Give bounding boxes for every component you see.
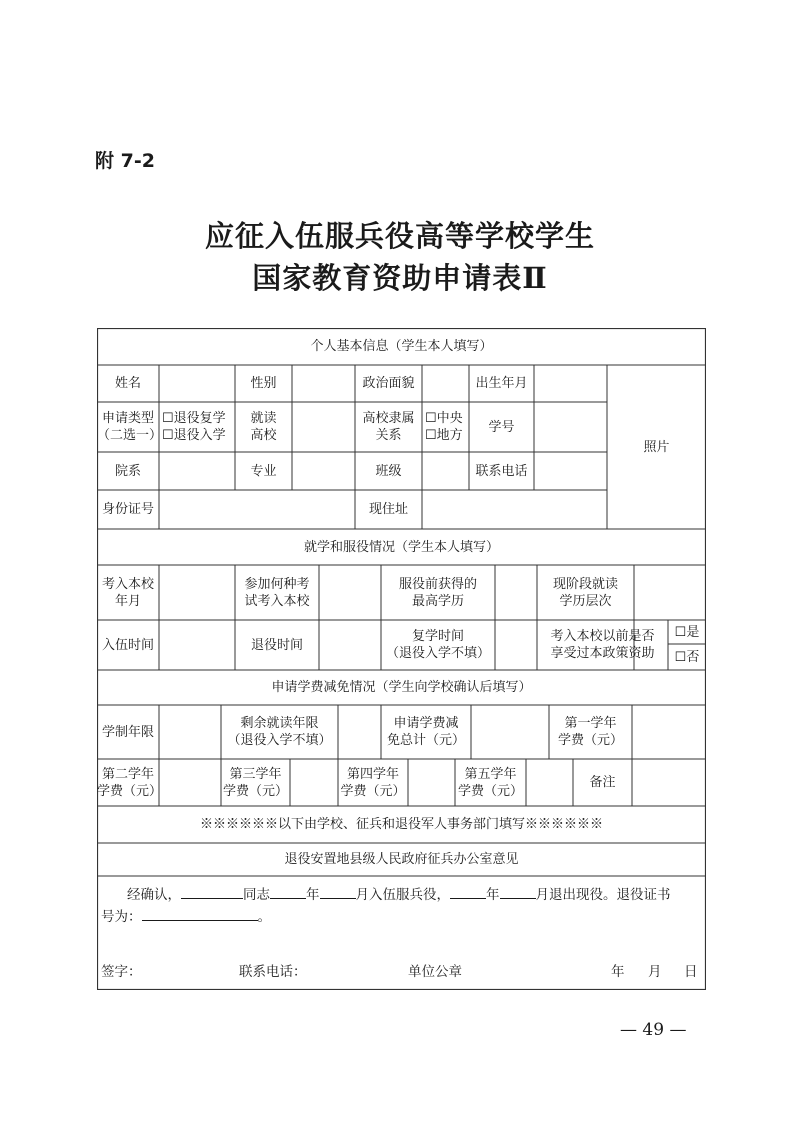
label-year4-fee: 第四学年 学费（元） (340, 766, 406, 799)
field-gender[interactable] (292, 365, 355, 402)
label-prior-policy: 考入本校以前是否 享受过本政策资助 (550, 629, 655, 661)
field-retire-date[interactable] (319, 620, 381, 670)
label-major: 专业 (250, 463, 277, 479)
photo-box: 照片 (643, 439, 670, 455)
label-program-years: 学制年限 (101, 724, 154, 740)
section-basic-info: 个人基本信息（学生本人填写） (310, 339, 493, 354)
confirm-text-7: 号为： (101, 909, 142, 925)
label-id-number: 身份证号 (101, 502, 154, 517)
field-student-no[interactable] (534, 402, 607, 452)
field-remaining-years[interactable] (338, 705, 381, 759)
form-title-line1: 应征入伍服兵役高等学校学生 (204, 219, 595, 253)
field-id-number[interactable] (159, 490, 355, 529)
field-current-level[interactable] (634, 565, 706, 620)
field-year2-fee[interactable] (159, 759, 221, 806)
blank-enlist-month[interactable] (320, 885, 356, 899)
section-tuition: 申请学费减免情况（学生向学校确认后填写） (271, 680, 532, 695)
label-affiliation: 高校隶属 关系 (362, 411, 415, 443)
field-school[interactable] (292, 402, 355, 452)
label-political-status: 政治面貌 (362, 376, 415, 391)
affiliation-options (422, 402, 469, 452)
field-remarks[interactable] (632, 759, 706, 806)
confirm-text-3: 年 (306, 887, 320, 903)
apply-type-options (159, 402, 235, 452)
unit-seal-label: 单位公章 (408, 964, 462, 980)
label-year2-fee: 第二学年 学费（元） (97, 766, 163, 799)
confirm-text-5: 年 (486, 887, 500, 903)
field-total-reduction[interactable] (471, 705, 549, 759)
field-major[interactable] (292, 452, 355, 490)
field-admission-date[interactable] (159, 565, 235, 620)
label-class: 班级 (375, 463, 402, 479)
field-pre-service-degree[interactable] (495, 565, 537, 620)
field-department[interactable] (159, 452, 235, 490)
label-year3-fee: 第三学年 学费（元） (222, 766, 288, 799)
label-school: 就读 高校 (250, 411, 277, 443)
field-resume-date[interactable] (495, 620, 537, 670)
label-address: 现住址 (368, 502, 408, 517)
label-birth-date: 出生年月 (475, 376, 528, 391)
section-office-opinion: 退役安置地县级人民政府征兵办公室意见 (284, 852, 519, 867)
label-total-reduction: 申请学费减 免总计（元） (386, 716, 465, 748)
field-exam-type[interactable] (319, 565, 381, 620)
form-title-line2: 国家教育资助申请表Ⅱ (252, 261, 548, 295)
blank-enlist-year[interactable] (270, 885, 306, 899)
label-year5-fee: 第五学年 学费（元） (457, 766, 523, 799)
checkbox-local[interactable]: ☐地方 (425, 428, 463, 443)
label-phone: 联系电话 (475, 463, 528, 479)
blank-name[interactable] (181, 885, 243, 899)
label-year1-fee: 第一学年 学费（元） (557, 716, 623, 748)
blank-certificate-no[interactable] (142, 907, 258, 921)
label-exam-type: 参加何种考 试考入本校 (244, 576, 310, 609)
contact-phone-label: 联系电话： (239, 964, 307, 980)
label-retire-date: 退役时间 (250, 637, 303, 653)
field-class[interactable] (422, 452, 469, 490)
signature-label: 签字： (101, 964, 142, 980)
checkbox-resume-study[interactable]: ☐退役复学 (162, 411, 226, 426)
page-number: — 49 — (620, 1020, 687, 1040)
label-name: 姓名 (114, 376, 141, 391)
field-political-status[interactable] (422, 365, 469, 402)
field-birth-date[interactable] (534, 365, 607, 402)
blank-retire-year[interactable] (450, 885, 486, 899)
official-use-notice: ※※※※※※以下由学校、征兵和退役军人事务部门填写※※※※※※ (199, 817, 603, 832)
label-remarks: 备注 (589, 775, 616, 790)
confirmation-paragraph (97, 876, 706, 928)
label-gender: 性别 (250, 376, 277, 391)
confirm-text-4: 月入伍服兵役， (355, 887, 450, 903)
field-year5-fee[interactable] (526, 759, 573, 806)
checkbox-enroll-study[interactable]: ☐退役入学 (162, 428, 226, 443)
attachment-label: 附 7-2 (95, 150, 155, 172)
field-program-years[interactable] (159, 705, 221, 759)
label-department: 院系 (114, 463, 141, 479)
label-admission-date: 考入本校 年月 (101, 576, 154, 609)
checkbox-yes[interactable]: ☐是 (674, 624, 700, 640)
label-enlist-date: 入伍时间 (101, 637, 154, 653)
label-pre-service-degree: 服役前获得的 最高学历 (398, 576, 477, 609)
confirm-text-8: 。 (257, 909, 271, 925)
field-name[interactable] (159, 365, 235, 402)
confirm-text-1: 经确认， (127, 887, 181, 903)
checkbox-central[interactable]: ☐中央 (425, 411, 463, 426)
label-current-level: 现阶段就读 学历层次 (552, 576, 618, 609)
field-phone[interactable] (534, 452, 607, 490)
field-year1-fee[interactable] (632, 705, 706, 759)
date-year-label: 年 (611, 964, 625, 980)
application-form (97, 328, 706, 990)
section-service-info: 就学和服役情况（学生本人填写） (303, 539, 499, 555)
label-remaining-years: 剩余就读年限 （退役入学不填） (227, 716, 332, 748)
label-student-no: 学号 (488, 419, 515, 435)
label-resume-date: 复学时间 （退役入学不填） (385, 629, 490, 661)
field-year4-fee[interactable] (408, 759, 455, 806)
checkbox-no[interactable]: ☐否 (674, 649, 700, 665)
date-day-label: 日 (684, 964, 698, 980)
field-year3-fee[interactable] (290, 759, 338, 806)
field-address[interactable] (422, 490, 607, 529)
confirm-text-2: 同志 (243, 887, 270, 903)
confirm-text-6: 月退出现役。退役证书 (535, 887, 671, 903)
date-month-label: 月 (648, 964, 662, 980)
blank-retire-month[interactable] (500, 885, 536, 899)
field-enlist-date[interactable] (159, 620, 235, 670)
label-apply-type: 申请类型 （二选一） (97, 411, 163, 443)
